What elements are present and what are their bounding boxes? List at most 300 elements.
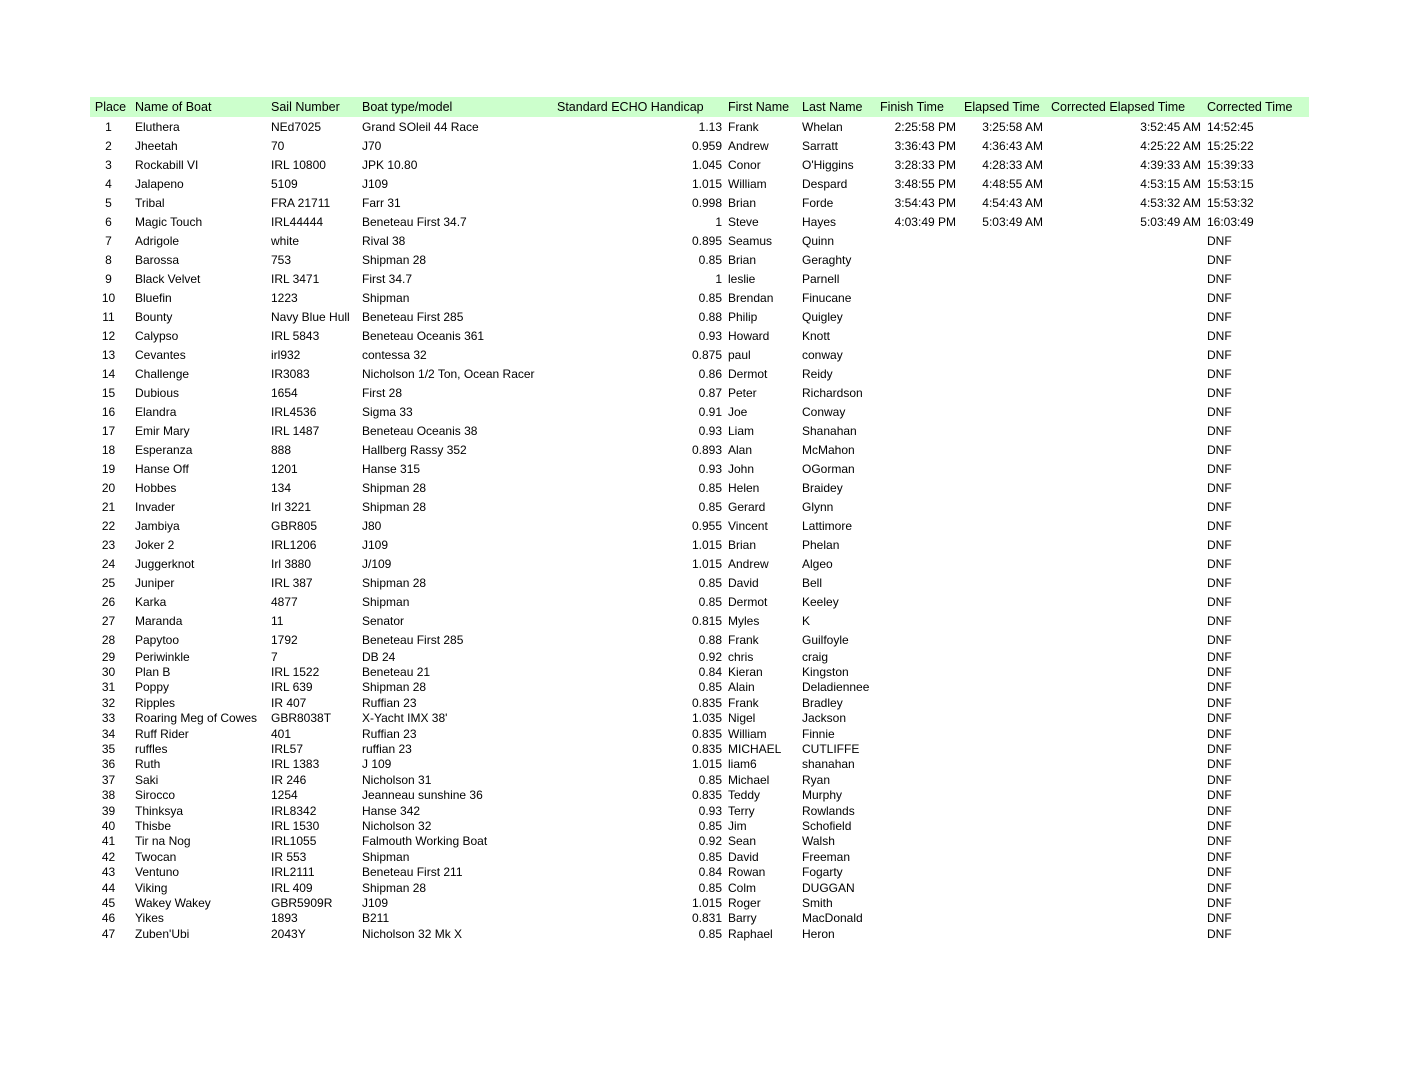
last-name-cell: Glynn [802, 499, 834, 514]
last-name-cell: O'Higgins [802, 157, 854, 172]
corrected-time-cell: DNF [1207, 556, 1232, 571]
last-name-cell: CUTLIFFE [802, 742, 860, 757]
corrected-time-cell: DNF [1207, 518, 1232, 533]
first-name-cell: Terry [728, 803, 755, 818]
sail-number-cell: 753 [271, 252, 292, 267]
sail-number-cell: IRL 1530 [271, 818, 320, 833]
boat-type-cell: Beneteau 21 [362, 665, 431, 680]
corrected-time-cell: 15:53:15 [1207, 176, 1254, 191]
place-cell: 44 [101, 880, 116, 895]
sail-number-cell: IRL 387 [271, 575, 313, 590]
elapsed-time-cell [960, 803, 1047, 818]
corrected-elapsed-time-cell [1047, 440, 1203, 459]
boat-name-cell: Zuben'Ubi [135, 926, 190, 941]
column-header-sail-number: Sail Number [267, 97, 358, 117]
boat-type-cell: Rival 38 [362, 233, 406, 248]
place-cell: 21 [101, 499, 116, 514]
handicap-cell: 1.035 [691, 711, 722, 726]
handicap-cell: 1.13 [698, 119, 722, 134]
corrected-time-cell: DNF [1207, 404, 1232, 419]
corrected-elapsed-time-cell [1047, 818, 1203, 833]
corrected-elapsed-time-cell [1047, 630, 1203, 649]
table-row [90, 383, 1309, 402]
place-cell: 16 [101, 404, 116, 419]
place-cell: 13 [101, 347, 116, 362]
elapsed-time-cell [960, 895, 1047, 910]
last-name-cell: Algeo [802, 556, 833, 571]
sail-number-cell: IR3083 [271, 366, 310, 381]
last-name-cell: Freeman [802, 849, 851, 864]
corrected-time-cell: DNF [1207, 895, 1232, 910]
first-name-cell: Liam [728, 423, 755, 438]
handicap-cell: 0.85 [698, 252, 722, 267]
handicap-cell: 1.015 [691, 556, 722, 571]
first-name-cell: Andrew [728, 138, 769, 153]
place-cell: 41 [101, 834, 116, 849]
column-header-corrected-elapsed-time: Corrected Elapsed Time [1047, 97, 1203, 117]
handicap-cell: 0.85 [698, 480, 722, 495]
place-cell: 14 [101, 366, 116, 381]
boat-name-cell: Calypso [135, 328, 179, 343]
boat-name-cell: Ruth [135, 757, 161, 772]
last-name-cell: Sarratt [802, 138, 839, 153]
table-row [90, 772, 1309, 787]
corrected-elapsed-time-cell [1047, 269, 1203, 288]
first-name-cell: liam6 [728, 757, 757, 772]
table-row [90, 155, 1309, 174]
place-cell: 45 [101, 895, 116, 910]
elapsed-time-cell [960, 421, 1047, 440]
elapsed-time-cell [960, 364, 1047, 383]
finish-time-cell [874, 695, 960, 710]
first-name-cell: Jim [728, 818, 747, 833]
place-cell: 12 [101, 328, 116, 343]
first-name-cell: Brian [728, 195, 757, 210]
handicap-cell: 0.86 [698, 366, 722, 381]
finish-time-cell [874, 383, 960, 402]
first-name-cell: Steve [728, 214, 759, 229]
elapsed-time-cell [960, 326, 1047, 345]
last-name-cell: Richardson [802, 385, 863, 400]
table-row [90, 174, 1309, 193]
corrected-elapsed-time-cell [1047, 611, 1203, 630]
corrected-elapsed-time-cell [1047, 383, 1203, 402]
first-name-cell: Sean [728, 834, 757, 849]
finish-time-cell [874, 478, 960, 497]
place-cell: 25 [101, 575, 116, 590]
corrected-elapsed-time-cell [1047, 741, 1203, 756]
boat-type-cell: Beneteau First 285 [362, 309, 464, 324]
place-cell: 31 [101, 680, 116, 695]
table-row [90, 911, 1309, 926]
table-row [90, 757, 1309, 772]
corrected-time-cell: DNF [1207, 271, 1232, 286]
corrected-time-cell: DNF [1207, 480, 1232, 495]
last-name-cell: McMahon [802, 442, 855, 457]
elapsed-time-cell [960, 231, 1047, 250]
table-row [90, 573, 1309, 592]
boat-type-cell: JPK 10.80 [362, 157, 418, 172]
table-row [90, 680, 1309, 695]
boat-type-cell: ruffian 23 [362, 742, 412, 757]
boat-name-cell: Eluthera [135, 119, 180, 134]
first-name-cell: Frank [728, 695, 759, 710]
boat-name-cell: Periwinkle [135, 649, 190, 664]
sail-number-cell: GBR8038T [271, 711, 332, 726]
last-name-cell: Bradley [802, 695, 843, 710]
first-name-cell: Helen [728, 480, 760, 495]
table-row [90, 649, 1309, 664]
boat-type-cell: Shipman [362, 849, 410, 864]
handicap-cell: 0.84 [698, 865, 722, 880]
corrected-elapsed-time-cell [1047, 345, 1203, 364]
sail-number-cell: 888 [271, 442, 292, 457]
finish-time-cell [874, 649, 960, 664]
corrected-time-cell: DNF [1207, 632, 1232, 647]
place-cell: 10 [101, 290, 116, 305]
corrected-elapsed-time-cell [1047, 250, 1203, 269]
corrected-time-cell: DNF [1207, 461, 1232, 476]
place-cell: 9 [105, 271, 112, 286]
boat-type-cell: J/109 [362, 556, 392, 571]
place-cell: 38 [101, 788, 116, 803]
handicap-cell: 0.88 [698, 309, 722, 324]
boat-type-cell: Shipman 28 [362, 480, 427, 495]
elapsed-time-cell [960, 592, 1047, 611]
handicap-cell: 0.835 [691, 726, 722, 741]
boat-name-cell: Barossa [135, 252, 180, 267]
finish-time-cell [874, 895, 960, 910]
boat-type-cell: First 34.7 [362, 271, 413, 286]
last-name-cell: Jackson [802, 711, 847, 726]
last-name-cell: MacDonald [802, 911, 863, 926]
last-name-cell: Deladiennee [802, 680, 870, 695]
corrected-elapsed-time-cell [1047, 497, 1203, 516]
last-name-cell: Guilfoyle [802, 632, 849, 647]
sail-number-cell: 11 [271, 613, 284, 628]
first-name-cell: David [728, 849, 759, 864]
boat-name-cell: Jheetah [135, 138, 178, 153]
boat-type-cell: J109 [362, 895, 389, 910]
sail-number-cell: 4877 [271, 594, 298, 609]
boat-type-cell: Beneteau Oceanis 361 [362, 328, 485, 343]
place-cell: 32 [101, 695, 116, 710]
first-name-cell: Kieran [728, 665, 763, 680]
first-name-cell: Howard [728, 328, 770, 343]
elapsed-time-cell [960, 711, 1047, 726]
boat-type-cell: Hanse 315 [362, 461, 421, 476]
first-name-cell: paul [728, 347, 751, 362]
elapsed-time-cell [960, 649, 1047, 664]
corrected-elapsed-time-cell [1047, 911, 1203, 926]
table-row [90, 117, 1309, 136]
corrected-elapsed-time-cell [1047, 288, 1203, 307]
corrected-elapsed-time-cell [1047, 849, 1203, 864]
boat-type-cell: X-Yacht IMX 38' [362, 711, 448, 726]
sail-number-cell: GBR805 [271, 518, 318, 533]
table-row [90, 554, 1309, 573]
first-name-cell: Raphael [728, 926, 773, 941]
sail-number-cell: IRL8342 [271, 803, 317, 818]
finish-time-cell: 3:48:55 PM [894, 176, 956, 191]
elapsed-time-cell [960, 440, 1047, 459]
corrected-time-cell: DNF [1207, 442, 1232, 457]
corrected-elapsed-time-cell [1047, 307, 1203, 326]
table-row [90, 926, 1309, 941]
boat-type-cell: Nicholson 1/2 Ton, Ocean Racer [362, 366, 535, 381]
corrected-elapsed-time-cell [1047, 711, 1203, 726]
sail-number-cell: IRL 3471 [271, 271, 320, 286]
boat-name-cell: Karka [135, 594, 167, 609]
corrected-elapsed-time-cell [1047, 592, 1203, 611]
boat-type-cell: Shipman [362, 594, 410, 609]
last-name-cell: Fogarty [802, 865, 843, 880]
elapsed-time-cell [960, 664, 1047, 679]
results-table [90, 97, 1309, 941]
corrected-time-cell: DNF [1207, 788, 1232, 803]
sail-number-cell: GBR5909R [271, 895, 333, 910]
handicap-cell: 0.895 [691, 233, 722, 248]
last-name-cell: Whelan [802, 119, 843, 134]
elapsed-time-cell: 4:48:55 AM [982, 176, 1043, 191]
first-name-cell: Brian [728, 537, 757, 552]
elapsed-time-cell [960, 864, 1047, 879]
first-name-cell: Seamus [728, 233, 773, 248]
boat-name-cell: Tribal [135, 195, 165, 210]
elapsed-time-cell [960, 535, 1047, 554]
first-name-cell: Frank [728, 632, 759, 647]
elapsed-time-cell [960, 345, 1047, 364]
corrected-elapsed-time-cell: 4:25:22 AM [1140, 138, 1201, 153]
boat-name-cell: Wakey Wakey [135, 895, 211, 910]
last-name-cell: Kingston [802, 665, 849, 680]
finish-time-cell: 3:28:33 PM [894, 157, 956, 172]
last-name-cell: Keeley [802, 594, 839, 609]
boat-name-cell: Rockabill VI [135, 157, 199, 172]
first-name-cell: Barry [728, 911, 757, 926]
place-cell: 29 [101, 649, 116, 664]
elapsed-time-cell [960, 695, 1047, 710]
corrected-elapsed-time-cell [1047, 880, 1203, 895]
table-row [90, 231, 1309, 250]
sail-number-cell: 5109 [271, 176, 298, 191]
last-name-cell: Murphy [802, 788, 843, 803]
first-name-cell: John [728, 461, 755, 476]
elapsed-time-cell [960, 402, 1047, 421]
corrected-time-cell: DNF [1207, 726, 1232, 741]
handicap-cell: 0.93 [698, 803, 722, 818]
first-name-cell: chris [728, 649, 754, 664]
last-name-cell: Smith [802, 895, 833, 910]
boat-name-cell: Emir Mary [135, 423, 190, 438]
handicap-cell: 0.831 [691, 911, 722, 926]
handicap-cell: 0.85 [698, 594, 722, 609]
handicap-cell: 1.015 [691, 757, 722, 772]
elapsed-time-cell: 3:25:58 AM [982, 119, 1043, 134]
boat-name-cell: Bounty [135, 309, 173, 324]
handicap-cell: 0.84 [698, 665, 722, 680]
table-row [90, 288, 1309, 307]
table-row [90, 269, 1309, 288]
handicap-cell: 0.85 [698, 849, 722, 864]
sail-number-cell: 134 [271, 480, 292, 495]
table-row [90, 459, 1309, 478]
last-name-cell: Lattimore [802, 518, 853, 533]
finish-time-cell [874, 788, 960, 803]
handicap-cell: 0.93 [698, 423, 722, 438]
place-cell: 11 [102, 309, 115, 324]
corrected-time-cell: 16:03:49 [1207, 214, 1254, 229]
place-cell: 2 [105, 138, 112, 153]
first-name-cell: Alan [728, 442, 753, 457]
table-row [90, 402, 1309, 421]
finish-time-cell [874, 364, 960, 383]
elapsed-time-cell: 4:36:43 AM [982, 138, 1043, 153]
sail-number-cell: IRL 409 [271, 880, 313, 895]
corrected-time-cell: 14:52:45 [1207, 119, 1254, 134]
boat-name-cell: Elandra [135, 404, 177, 419]
corrected-time-cell: DNF [1207, 803, 1232, 818]
boat-name-cell: Yikes [135, 911, 164, 926]
boat-name-cell: Roaring Meg of Cowes [135, 711, 258, 726]
sail-number-cell: IRL2111 [271, 865, 315, 880]
finish-time-cell [874, 402, 960, 421]
column-header-elapsed-time: Elapsed Time [960, 97, 1047, 117]
last-name-cell: Finnie [802, 726, 835, 741]
sail-number-cell: 1792 [271, 632, 298, 647]
first-name-cell: Nigel [728, 711, 756, 726]
boat-name-cell: Magic Touch [135, 214, 203, 229]
table-row [90, 364, 1309, 383]
boat-name-cell: Papytoo [135, 632, 180, 647]
finish-time-cell [874, 664, 960, 679]
handicap-cell: 1.015 [691, 537, 722, 552]
place-cell: 18 [101, 442, 116, 457]
first-name-cell: Michael [728, 772, 770, 787]
sail-number-cell: 1654 [271, 385, 298, 400]
sail-number-cell: IRL 5843 [271, 328, 320, 343]
header-row [90, 97, 1309, 117]
corrected-time-cell: DNF [1207, 880, 1232, 895]
finish-time-cell [874, 535, 960, 554]
elapsed-time-cell [960, 818, 1047, 833]
boat-name-cell: Joker 2 [135, 537, 175, 552]
boat-name-cell: Juggerknot [135, 556, 195, 571]
place-cell: 34 [101, 726, 116, 741]
corrected-elapsed-time-cell [1047, 680, 1203, 695]
corrected-time-cell: DNF [1207, 711, 1232, 726]
boat-type-cell: Beneteau First 34.7 [362, 214, 467, 229]
first-name-cell: Andrew [728, 556, 769, 571]
boat-type-cell: contessa 32 [362, 347, 427, 362]
place-cell: 19 [101, 461, 116, 476]
elapsed-time-cell [960, 926, 1047, 941]
corrected-elapsed-time-cell: 4:53:32 AM [1140, 195, 1201, 210]
sail-number-cell: IRL 1383 [271, 757, 320, 772]
corrected-time-cell: DNF [1207, 772, 1232, 787]
finish-time-cell [874, 250, 960, 269]
corrected-elapsed-time-cell [1047, 554, 1203, 573]
corrected-time-cell: 15:25:22 [1207, 138, 1254, 153]
last-name-cell: shanahan [802, 757, 855, 772]
table-row [90, 516, 1309, 535]
boat-type-cell: First 28 [362, 385, 403, 400]
sail-number-cell: IRL 1487 [271, 423, 320, 438]
elapsed-time-cell [960, 573, 1047, 592]
finish-time-cell [874, 911, 960, 926]
handicap-cell: 0.893 [691, 442, 722, 457]
boat-type-cell: Senator [362, 613, 405, 628]
table-row [90, 421, 1309, 440]
handicap-cell: 0.87 [698, 385, 722, 400]
place-cell: 4 [105, 176, 112, 191]
sail-number-cell: IRL 639 [271, 680, 313, 695]
finish-time-cell [874, 592, 960, 611]
table-row [90, 834, 1309, 849]
boat-type-cell: Shipman 28 [362, 680, 427, 695]
finish-time-cell [874, 611, 960, 630]
corrected-elapsed-time-cell [1047, 478, 1203, 497]
elapsed-time-cell: 4:54:43 AM [982, 195, 1043, 210]
handicap-cell: 0.91 [698, 404, 722, 419]
sail-number-cell: 1201 [271, 461, 298, 476]
corrected-elapsed-time-cell [1047, 895, 1203, 910]
boat-name-cell: Thinksya [135, 803, 184, 818]
place-cell: 17 [101, 423, 116, 438]
corrected-time-cell: DNF [1207, 233, 1232, 248]
handicap-cell: 1.015 [691, 895, 722, 910]
boat-name-cell: Saki [135, 772, 159, 787]
first-name-cell: Peter [728, 385, 757, 400]
column-header-finish-time: Finish Time [874, 97, 960, 117]
corrected-time-cell: DNF [1207, 818, 1232, 833]
handicap-cell: 0.835 [691, 788, 722, 803]
elapsed-time-cell [960, 788, 1047, 803]
table-row [90, 864, 1309, 879]
first-name-cell: William [728, 176, 767, 191]
finish-time-cell [874, 421, 960, 440]
last-name-cell: DUGGAN [802, 880, 855, 895]
first-name-cell: Colm [728, 880, 757, 895]
handicap-cell: 0.92 [698, 834, 722, 849]
place-cell: 43 [101, 865, 116, 880]
finish-time-cell [874, 630, 960, 649]
boat-type-cell: Beneteau First 285 [362, 632, 464, 647]
boat-type-cell: Shipman [362, 290, 410, 305]
finish-time-cell [874, 726, 960, 741]
corrected-elapsed-time-cell: 4:39:33 AM [1140, 157, 1201, 172]
elapsed-time-cell [960, 726, 1047, 741]
finish-time-cell [874, 288, 960, 307]
corrected-time-cell: DNF [1207, 649, 1232, 664]
corrected-elapsed-time-cell [1047, 535, 1203, 554]
corrected-elapsed-time-cell [1047, 364, 1203, 383]
elapsed-time-cell [960, 880, 1047, 895]
elapsed-time-cell [960, 497, 1047, 516]
first-name-cell: Vincent [728, 518, 768, 533]
handicap-cell: 0.85 [698, 926, 722, 941]
corrected-elapsed-time-cell [1047, 231, 1203, 250]
elapsed-time-cell [960, 250, 1047, 269]
elapsed-time-cell [960, 834, 1047, 849]
table-row [90, 726, 1309, 741]
first-name-cell: David [728, 575, 759, 590]
boat-name-cell: Hobbes [135, 480, 177, 495]
last-name-cell: Ryan [802, 772, 831, 787]
corrected-elapsed-time-cell [1047, 726, 1203, 741]
table-row [90, 307, 1309, 326]
finish-time-cell: 3:54:43 PM [894, 195, 956, 210]
